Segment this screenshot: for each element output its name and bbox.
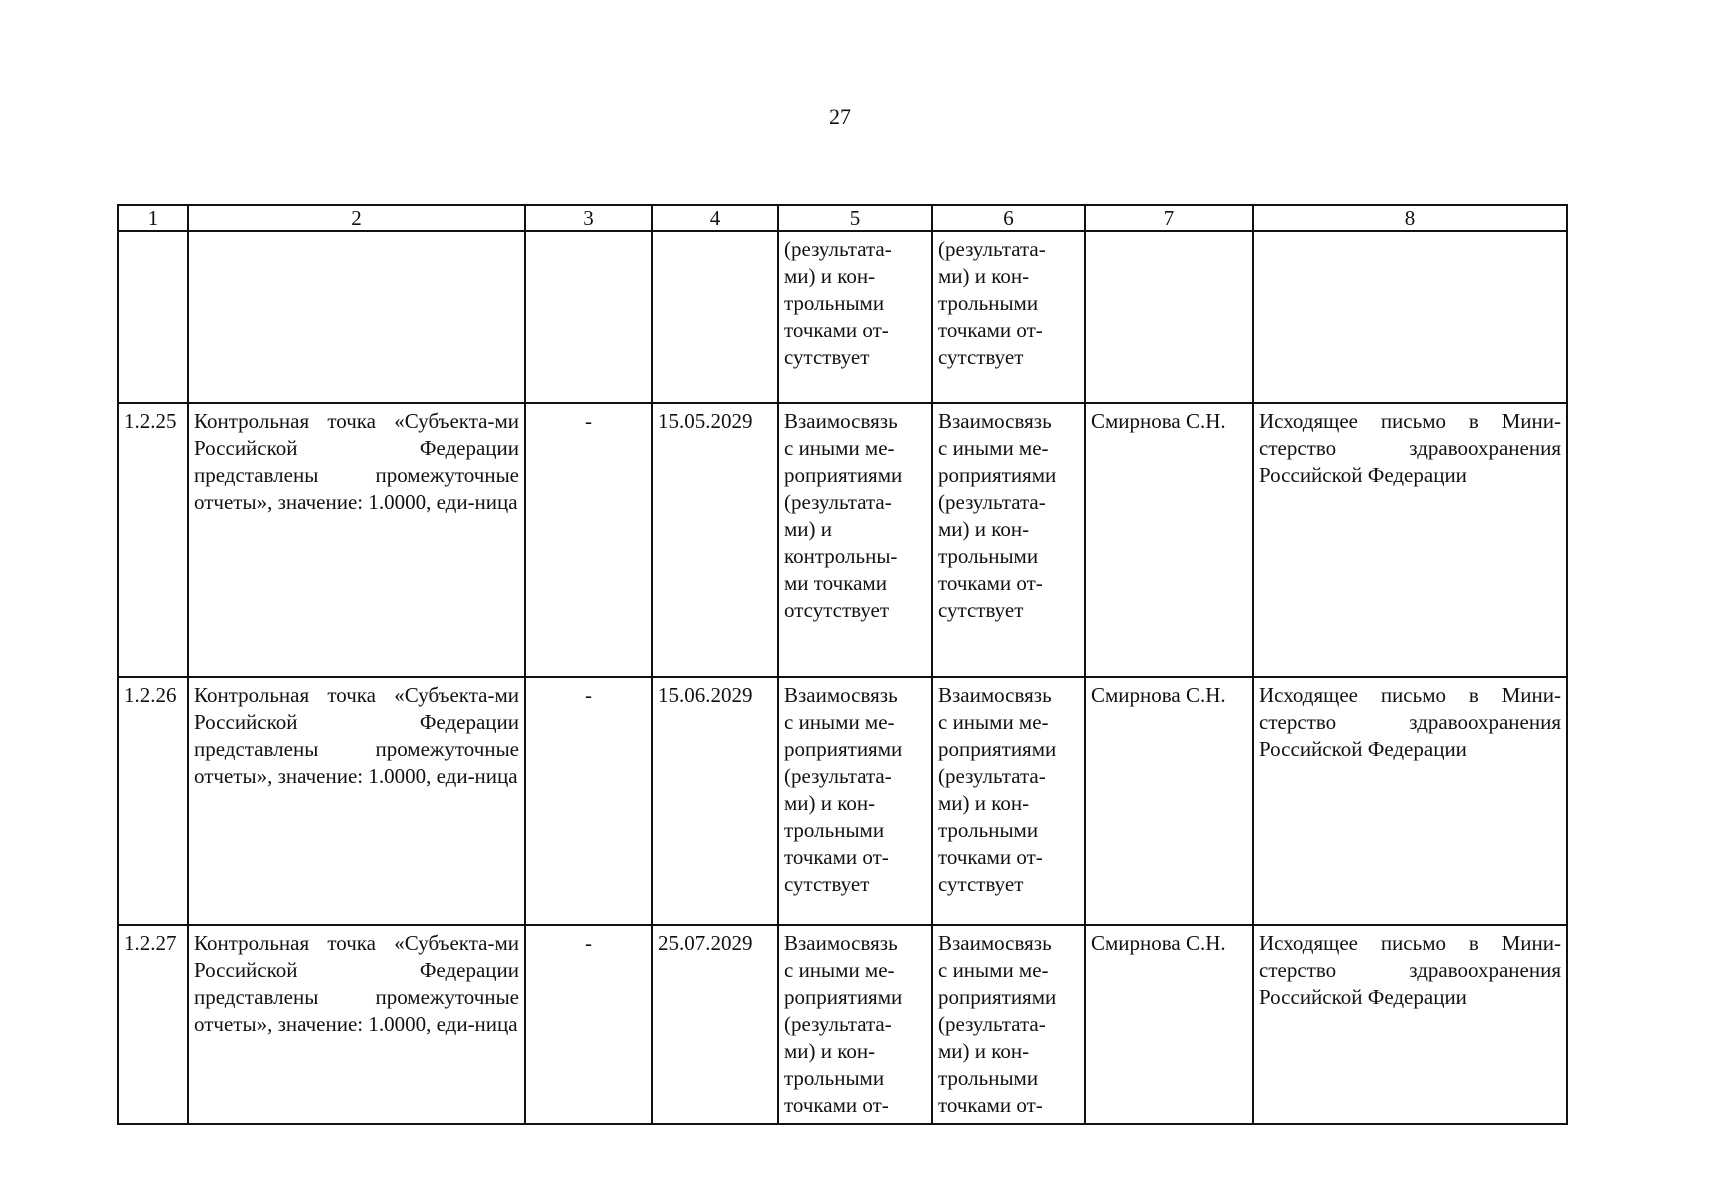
header-col-8: 8 bbox=[1253, 205, 1567, 231]
header-col-6: 6 bbox=[932, 205, 1085, 231]
header-col-5: 5 bbox=[778, 205, 932, 231]
cell-number: 1.2.26 bbox=[118, 677, 188, 925]
cell-col3: - bbox=[525, 677, 652, 925]
cell-text: Исходящее письмо в Мини-стерство здравоохранения Российской Федерации bbox=[1259, 409, 1561, 487]
cell-number: 1.2.25 bbox=[118, 403, 188, 677]
cell-col3: - bbox=[525, 403, 652, 677]
cell-empty bbox=[652, 231, 778, 403]
cell-text: Взаимосвязь с иными ме- роприятиями (результата- ми) и кон- трольными точками от- сутствует bbox=[938, 409, 1057, 622]
table-row bbox=[118, 403, 1567, 677]
cell-responsible: Смирнова С.Н. bbox=[1085, 925, 1253, 1124]
header-col-7: 7 bbox=[1085, 205, 1253, 231]
cell-date: 15.05.2029 bbox=[652, 403, 778, 677]
table-row bbox=[118, 925, 1567, 1124]
header-col-4: 4 bbox=[652, 205, 778, 231]
cell-date: 25.07.2029 bbox=[652, 925, 778, 1124]
cell-relation-5 bbox=[778, 231, 932, 403]
measures-table bbox=[117, 204, 1568, 1125]
cell-empty bbox=[1253, 231, 1567, 403]
cell-responsible: Смирнова С.Н. bbox=[1085, 403, 1253, 677]
table-row bbox=[118, 677, 1567, 925]
cell-relation-6 bbox=[932, 925, 1085, 1124]
cell-name bbox=[188, 403, 525, 677]
header-col-3: 3 bbox=[525, 205, 652, 231]
cell-text: Контрольная точка «Субъекта-ми Российской Федерации представлены промежуточные отчеты», значение: 1.0000, еди-ница bbox=[194, 683, 519, 788]
cell-text: Взаимосвязь с иными ме- роприятиями (результата- ми) и контрольны- ми точками отсутствует bbox=[784, 409, 903, 622]
cell-text: Взаимосвязь с иными ме- роприятиями (результата- ми) и кон- трольными точками от- сутствует bbox=[784, 683, 903, 896]
table-header-row bbox=[118, 205, 1567, 231]
header-col-2: 2 bbox=[188, 205, 525, 231]
page-number: 27 bbox=[829, 104, 851, 129]
cell-empty bbox=[118, 231, 188, 403]
cell-text: (результата- ми) и кон- трольными точками от- сутствует bbox=[784, 237, 892, 369]
cell-relation-5 bbox=[778, 925, 932, 1124]
cell-document bbox=[1253, 925, 1567, 1124]
cell-relation-6 bbox=[932, 403, 1085, 677]
cell-date: 15.06.2029 bbox=[652, 677, 778, 925]
cell-text: Исходящее письмо в Мини-стерство здравоохранения Российской Федерации bbox=[1259, 683, 1561, 761]
cell-text: Исходящее письмо в Мини-стерство здравоохранения Российской Федерации bbox=[1259, 931, 1561, 1009]
cell-document bbox=[1253, 677, 1567, 925]
cell-number: 1.2.27 bbox=[118, 925, 188, 1124]
cell-text: Взаимосвязь с иными ме- роприятиями (результата- ми) и кон- трольными точками от- bbox=[784, 931, 903, 1117]
cell-relation-6 bbox=[932, 231, 1085, 403]
cell-relation-5 bbox=[778, 403, 932, 677]
cell-relation-6 bbox=[932, 677, 1085, 925]
header-col-1: 1 bbox=[118, 205, 188, 231]
cell-text: Взаимосвязь с иными ме- роприятиями (результата- ми) и кон- трольными точками от- bbox=[938, 931, 1057, 1117]
cell-text: Взаимосвязь с иными ме- роприятиями (результата- ми) и кон- трольными точками от- сутствует bbox=[938, 683, 1057, 896]
cell-text: Контрольная точка «Субъекта-ми Российской Федерации представлены промежуточные отчеты», значение: 1.0000, еди-ница bbox=[194, 409, 519, 514]
cell-empty bbox=[1085, 231, 1253, 403]
cell-empty bbox=[525, 231, 652, 403]
cell-empty bbox=[188, 231, 525, 403]
cell-text: Контрольная точка «Субъекта-ми Российской Федерации представлены промежуточные отчеты», значение: 1.0000, еди-ница bbox=[194, 931, 519, 1036]
cell-responsible: Смирнова С.Н. bbox=[1085, 677, 1253, 925]
table-row-continuation bbox=[118, 231, 1567, 403]
cell-relation-5 bbox=[778, 677, 932, 925]
cell-name bbox=[188, 925, 525, 1124]
cell-name bbox=[188, 677, 525, 925]
cell-text: (результата- ми) и кон- трольными точками от- сутствует bbox=[938, 237, 1046, 369]
cell-col3: - bbox=[525, 925, 652, 1124]
cell-document bbox=[1253, 403, 1567, 677]
